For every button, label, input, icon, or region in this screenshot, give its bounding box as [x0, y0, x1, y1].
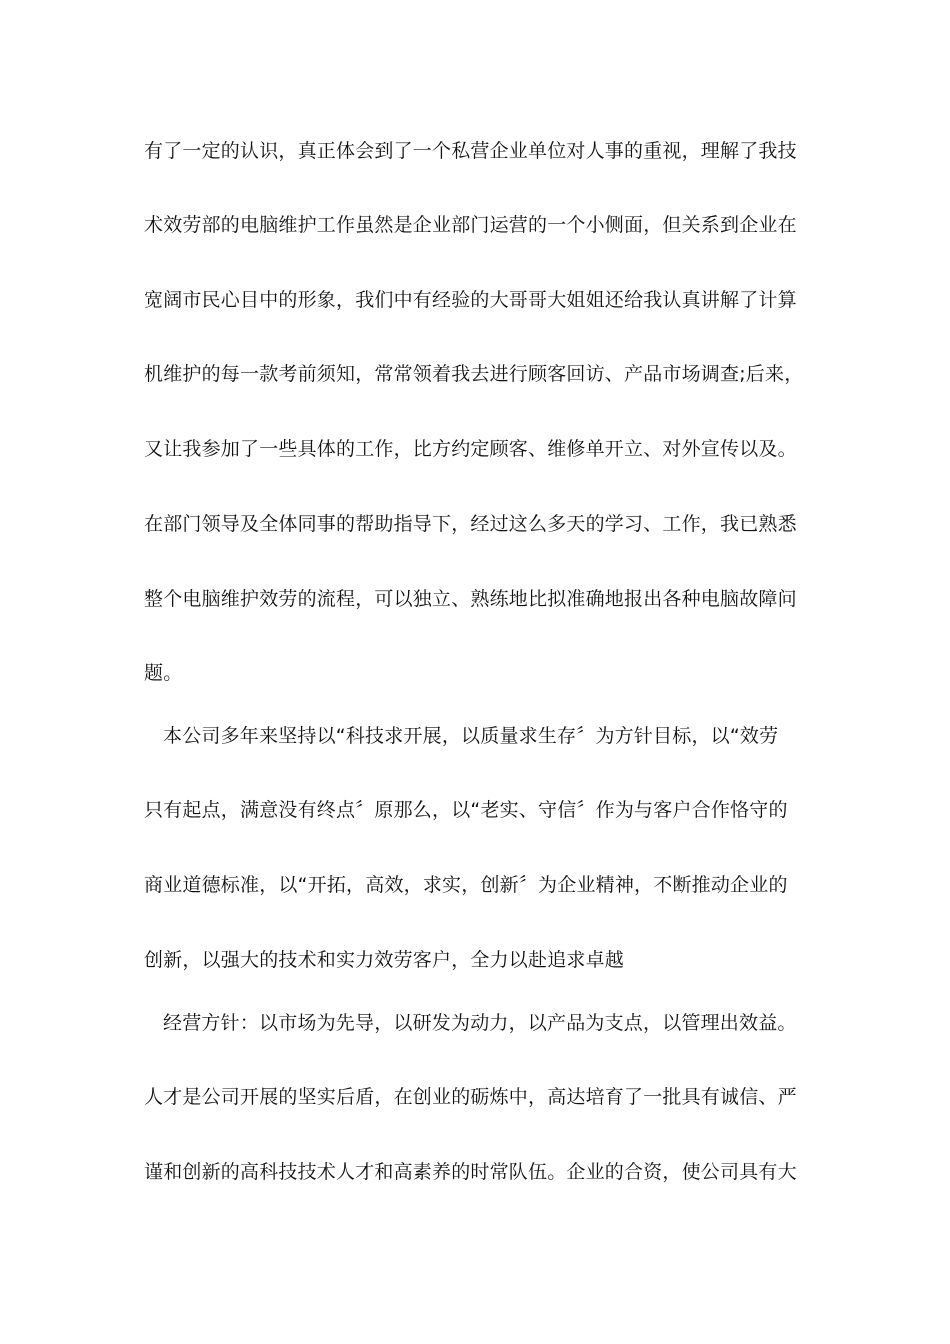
text-line-8: 题。	[144, 662, 183, 684]
text-line-10: 只有起点，满意没有终点〞原那么，以“老实、守信〞作为与客户合作恪守的	[144, 799, 788, 821]
text-line-7: 整个电脑维护效劳的流程，可以独立、熟练地比拟准确地报出各种电脑故障问	[144, 588, 797, 610]
text-line-14: 人才是公司开展的坚实后盾，在创业的砺炼中，高达培育了一批具有诚信、严	[144, 1086, 797, 1108]
text-line-1: 有了一定的认识，真正体会到了一个私营企业单位对人事的重视，理解了我技	[144, 140, 797, 162]
text-line-4: 机维护的每一款考前须知，常常领着我去进行顾客回访、产品市场调查;后来，	[144, 363, 804, 385]
text-line-15: 谨和创新的高科技技术人才和高素养的时常队伍。企业的合资，使公司具有大	[144, 1161, 797, 1183]
text-line-12: 创新，以强大的技术和实力效劳客户，全力以赴追求卓越	[144, 949, 625, 971]
text-line-6: 在部门领导及全体同事的帮助指导下，经过这么多天的学习、工作，我已熟悉	[144, 513, 797, 535]
text-line-9: 本公司多年来坚持以“科技求开展，以质量求生存〞为方针目标，以“效劳	[163, 725, 779, 747]
text-line-3: 宽阔市民心目中的形象，我们中有经验的大哥哥大姐姐还给我认真讲解了计算	[144, 289, 797, 311]
text-line-5: 又让我参加了一些具体的工作，比方约定顾客、维修单开立、对外宣传以及。	[144, 438, 797, 460]
text-line-13: 经营方针：以市场为先导，以研发为动力，以产品为支点，以管理出效益。	[163, 1012, 797, 1034]
text-line-11: 商业道德标准，以“开拓，高效，求实，创新〞为企业精神，不断推动企业的	[144, 874, 788, 896]
text-line-2: 术效劳部的电脑维护工作虽然是企业部门运营的一个小侧面，但关系到企业在	[144, 214, 797, 236]
